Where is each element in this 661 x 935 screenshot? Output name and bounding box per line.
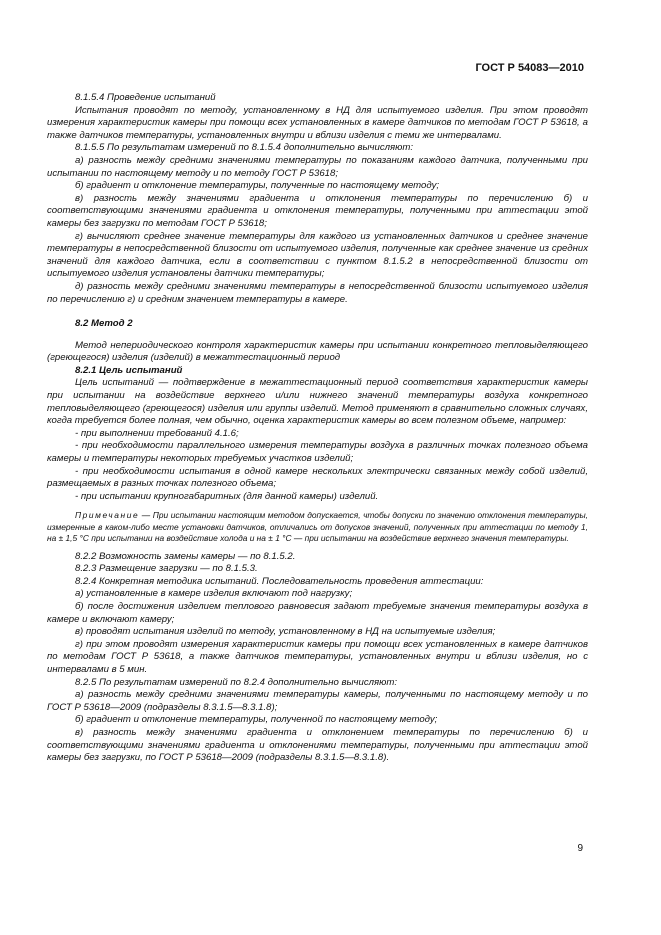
clause-8-2-4: 8.2.4 Конкретная методика испытаний. Последовательность проведения аттестации:	[75, 575, 484, 587]
list-item: д) разность между средними значениями температуры в непосредственной близости испытуемого изделия по перечислению г) и средним значением температуры в камере.	[47, 280, 588, 305]
note	[47, 510, 588, 543]
clause-8-1-5-4-heading: 8.1.5.4 Проведение испытаний	[75, 92, 216, 103]
list-item: - при выполнении требований 4.1.6;	[75, 427, 239, 439]
list-item: в) разность между значениями градиента и отклонения температуры по перечислению б) и соответствующими значениями градиента и отклонения температуры, полученными при аттестации этой камеры без загрузки по методам ГОСТ Р 53618;	[47, 192, 588, 229]
list-item: а) разность между средними значениями температуры камеры, полученными по настоящему методу и по ГОСТ Р 53618—2009 (подразделы 8.3.1.5—8.3.1.8);	[47, 689, 588, 713]
page-number: 9	[577, 843, 583, 854]
list-item: - при испытании крупногабаритных (для данной камеры) изделий.	[75, 490, 379, 502]
note-label: Примечание	[75, 510, 140, 521]
list-item: в) разность между значениями градиента и отклонением температуры по перечислению б) и соответствующими значениями градиента и отклонениями температуры, полученными при аттестации этой камеры без загрузки, по ГОСТ Р 53618—2009 (подразделы 8.3.1.5—8.3.1.8).	[47, 727, 588, 764]
list-item: а) разность между средними значениями температуры по показаниям каждого датчика, полученными при испытании по настоящему методу и по методу ГОСТ Р 53618;	[47, 154, 588, 179]
list-item: а) установленные в камере изделия включают под нагрузку;	[75, 588, 353, 600]
clause-8-2-5: 8.2.5 По результатам измерений по 8.2.4 дополнительно вычисляют:	[75, 676, 398, 688]
list-item: - при необходимости испытания в одной камере нескольких электрически связанных между собой изделий, размещаемых в разных точках полезного объема;	[47, 465, 588, 490]
note-text: — При испытании настоящим методом допускается, чтобы допуски по значению отклонения температуры, измеренные в каком-либо месте установки датчиков, отличались от допусков значений, полученных при аттестации по методу 1, на ± 1,5 °С при испытании на воздействие холода и на ± 1 °С — при испытании на воздействие верхнего значения температуры.	[47, 510, 588, 543]
clause-8-2-2: 8.2.2 Возможность замены камеры — по 8.1.5.2.	[75, 550, 296, 562]
list-item: б) градиент и отклонение температуры, полученной по настоящему методу;	[75, 714, 438, 726]
clause-8-2-3: 8.2.3 Размещение загрузки — по 8.1.5.3.	[75, 563, 258, 575]
list-item: б) градиент и отклонение температуры, полученные по настоящему методу;	[75, 180, 440, 192]
list-item: г) при этом проводят измерения характеристик камеры при помощи всех установленных в камере датчиков по методам ГОСТ Р 53618, а также датчиков температуры, установленных внутри и вблизи изделия, но с интервалами в 5 мин.	[47, 638, 588, 676]
clause-8-2-1-heading: 8.2.1 Цель испытаний	[75, 364, 183, 376]
list-item: - при необходимости параллельного измерения температуры воздуха в различных точках полезного объема камеры и температуры некоторых требуемых участков изделий;	[47, 440, 588, 465]
section-8-2-intro: Метод непериодического контроля характеристик камеры при испытании конкретного тепловыделяющего (греющегося) изделия (изделий) в межаттестационный период	[47, 339, 588, 364]
list-item: г) вычисляют среднее значение температуры для каждого из установленных датчиков и среднее значение температуры в непосредственной близости от испытуемого изделия, полученные как среднее значение из средних значений для каждого датчика, если в соответствии с пунктом 8.1.5.2 в непосредственной близости от испытуемого изделия установлены датчики температуры;	[47, 230, 588, 280]
section-8-2-heading: 8.2 Метод 2	[75, 318, 133, 330]
list-item: б) после достижения изделием теплового равновесия задают требуемые значения температуры воздуха в камере и включают камеру;	[47, 601, 588, 625]
clause-8-2-1-text: Цель испытаний — подтверждение в межаттестационный период соответствия характеристик камеры при испытании на воздействие верхнего и/или нижнего значений температуры воздуха конкретного тепловыделяющего (греющегося) изделия или группы изделий. Метод применяют в сравнительно сложных случаях, когда требуется более полная, чем обычно, оценка характеристик камеры во всем полезном объеме, например:	[47, 377, 588, 427]
list-item: в) проводят испытания изделий по методу, установленному в НД на испытуемые изделия;	[75, 626, 496, 638]
document-code-header: ГОСТ Р 54083—2010	[475, 62, 584, 74]
clause-8-1-5-5-heading: 8.1.5.5 По результатам измерений по 8.1.5.4 дополнительно вычисляют:	[75, 142, 414, 154]
clause-8-1-5-4-text: Испытания проводят по методу, установленному в НД для испытуемого изделия. При этом проводят измерения характеристик камеры при помощи всех установленных в камере датчиков по методам ГОСТ Р 53618, а также датчиков температуры, установленных внутри и вблизи изделия с теми же интервалами.	[47, 104, 588, 141]
document-body	[47, 92, 588, 765]
